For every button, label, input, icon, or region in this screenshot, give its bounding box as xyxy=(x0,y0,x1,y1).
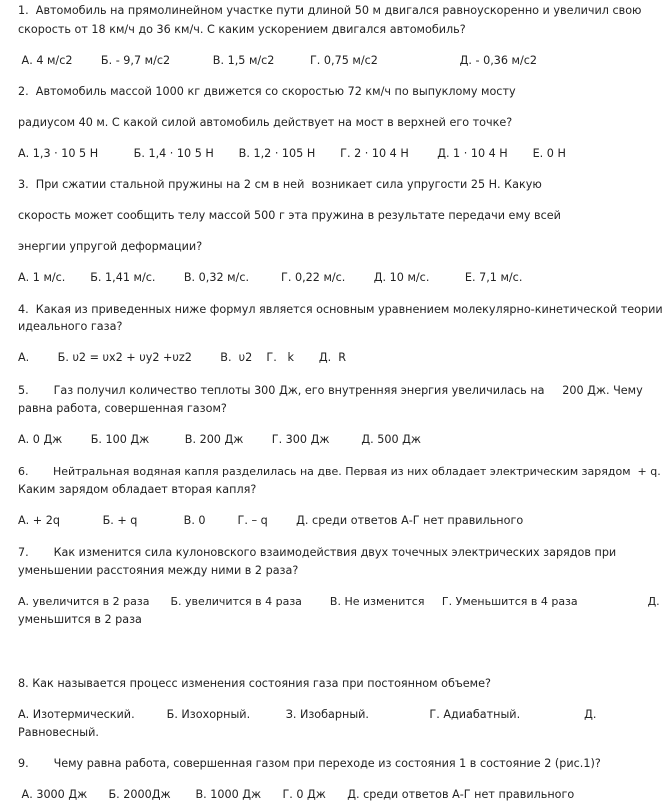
question-6-text: 6. Нейтральная водяная капля разделилась на две. Первая из них обладает электрическим зарядом + q. xyxy=(18,465,661,478)
question-7-answers-cont: уменьшится в 2 раза xyxy=(18,613,142,626)
question-3-text-cont-2: энергии упругой деформации? xyxy=(18,240,203,253)
question-8-answers-cont: Равновесный. xyxy=(18,726,99,739)
question-7-text: 7. Как изменится сила кулоновского взаимодействия двух точечных электрических зарядов при xyxy=(18,546,617,559)
question-5-text-cont: равна работа, совершенная газом? xyxy=(18,402,227,415)
question-6-text-cont: Каким зарядом обладает вторая капля? xyxy=(18,483,257,496)
question-9-answers: А. 3000 Дж Б. 2000Дж В. 1000 Дж Г. 0 Дж Д. среди ответов А-Г нет правильного xyxy=(18,788,575,801)
question-4-text: 4. Какая из приведенных ниже формул является основным уравнением молекулярно-кинетической теории xyxy=(18,303,663,316)
question-4-answers: А. Б. υ2 = υx2 + υy2 +υz2 В. υ2 Г. k Д. R xyxy=(18,351,347,364)
question-4-text-cont: идеального газа? xyxy=(18,320,123,333)
question-3-text: 3. При сжатии стальной пружины на 2 см в ней возникает сила упругости 25 Н. Какую xyxy=(18,178,542,191)
question-3-text-cont: скорость может сообщить телу массой 500 г эта пружина в результате передачи ему всей xyxy=(18,209,561,222)
question-2-text: 2. Автомобиль массой 1000 кг движется со скоростью 72 км/ч по выпуклому мосту xyxy=(18,85,516,98)
question-7-answers: А. увеличится в 2 раза Б. увеличится в 4 раза В. Не изменится Г. Уменьшится в 4 раза Д. xyxy=(18,595,660,608)
question-5-text: 5. Газ получил количество теплоты 300 Дж, его внутренняя энергия увеличилась на 200 Дж. Чему xyxy=(18,384,643,397)
question-8-text: 8. Как называется процесс изменения состояния газа при постоянном объеме? xyxy=(18,677,491,690)
question-1-text: 1. Автомобиль на прямолинейном участке пути длиной 50 м двигался равноускоренно и увеличил свою xyxy=(18,4,642,17)
question-6-answers: А. + 2q Б. + q В. 0 Г. – q Д. среди ответов А-Г нет правильного xyxy=(18,514,524,527)
question-5-answers: А. 0 Дж Б. 100 Дж В. 200 Дж Г. 300 Дж Д. 500 Дж xyxy=(18,433,422,446)
question-8-answers: А. Изотермический. Б. Изохорный. З. Изобарный. Г. Адиабатный. Д. xyxy=(18,708,597,721)
question-1-answers: А. 4 м/с2 Б. - 9,7 м/с2 В. 1,5 м/с2 Г. 0,75 м/с2 Д. - 0,36 м/с2 xyxy=(18,54,538,67)
question-1-text-cont: скорость от 18 км/ч до 36 км/ч. С каким ускорением двигался автомобиль? xyxy=(18,23,466,36)
question-3-answers: А. 1 м/с. Б. 1,41 м/с. В. 0,32 м/с. Г. 0,22 м/с. Д. 10 м/с. Е. 7,1 м/с. xyxy=(18,271,523,284)
question-9-text: 9. Чему равна работа, совершенная газом при переходе из состояния 1 в состояние 2 (рис.1)? xyxy=(18,757,601,770)
question-2-text-cont: радиусом 40 м. С какой силой автомобиль действует на мост в верхней его точке? xyxy=(18,116,513,129)
question-7-text-cont: уменьшении расстояния между ними в 2 раза? xyxy=(18,564,299,577)
question-2-answers: А. 1,3 · 10 5 Н Б. 1,4 · 10 5 Н В. 1,2 · 105 Н Г. 2 · 10 4 Н Д. 1 · 10 4 Н Е. 0 Н xyxy=(18,147,566,160)
